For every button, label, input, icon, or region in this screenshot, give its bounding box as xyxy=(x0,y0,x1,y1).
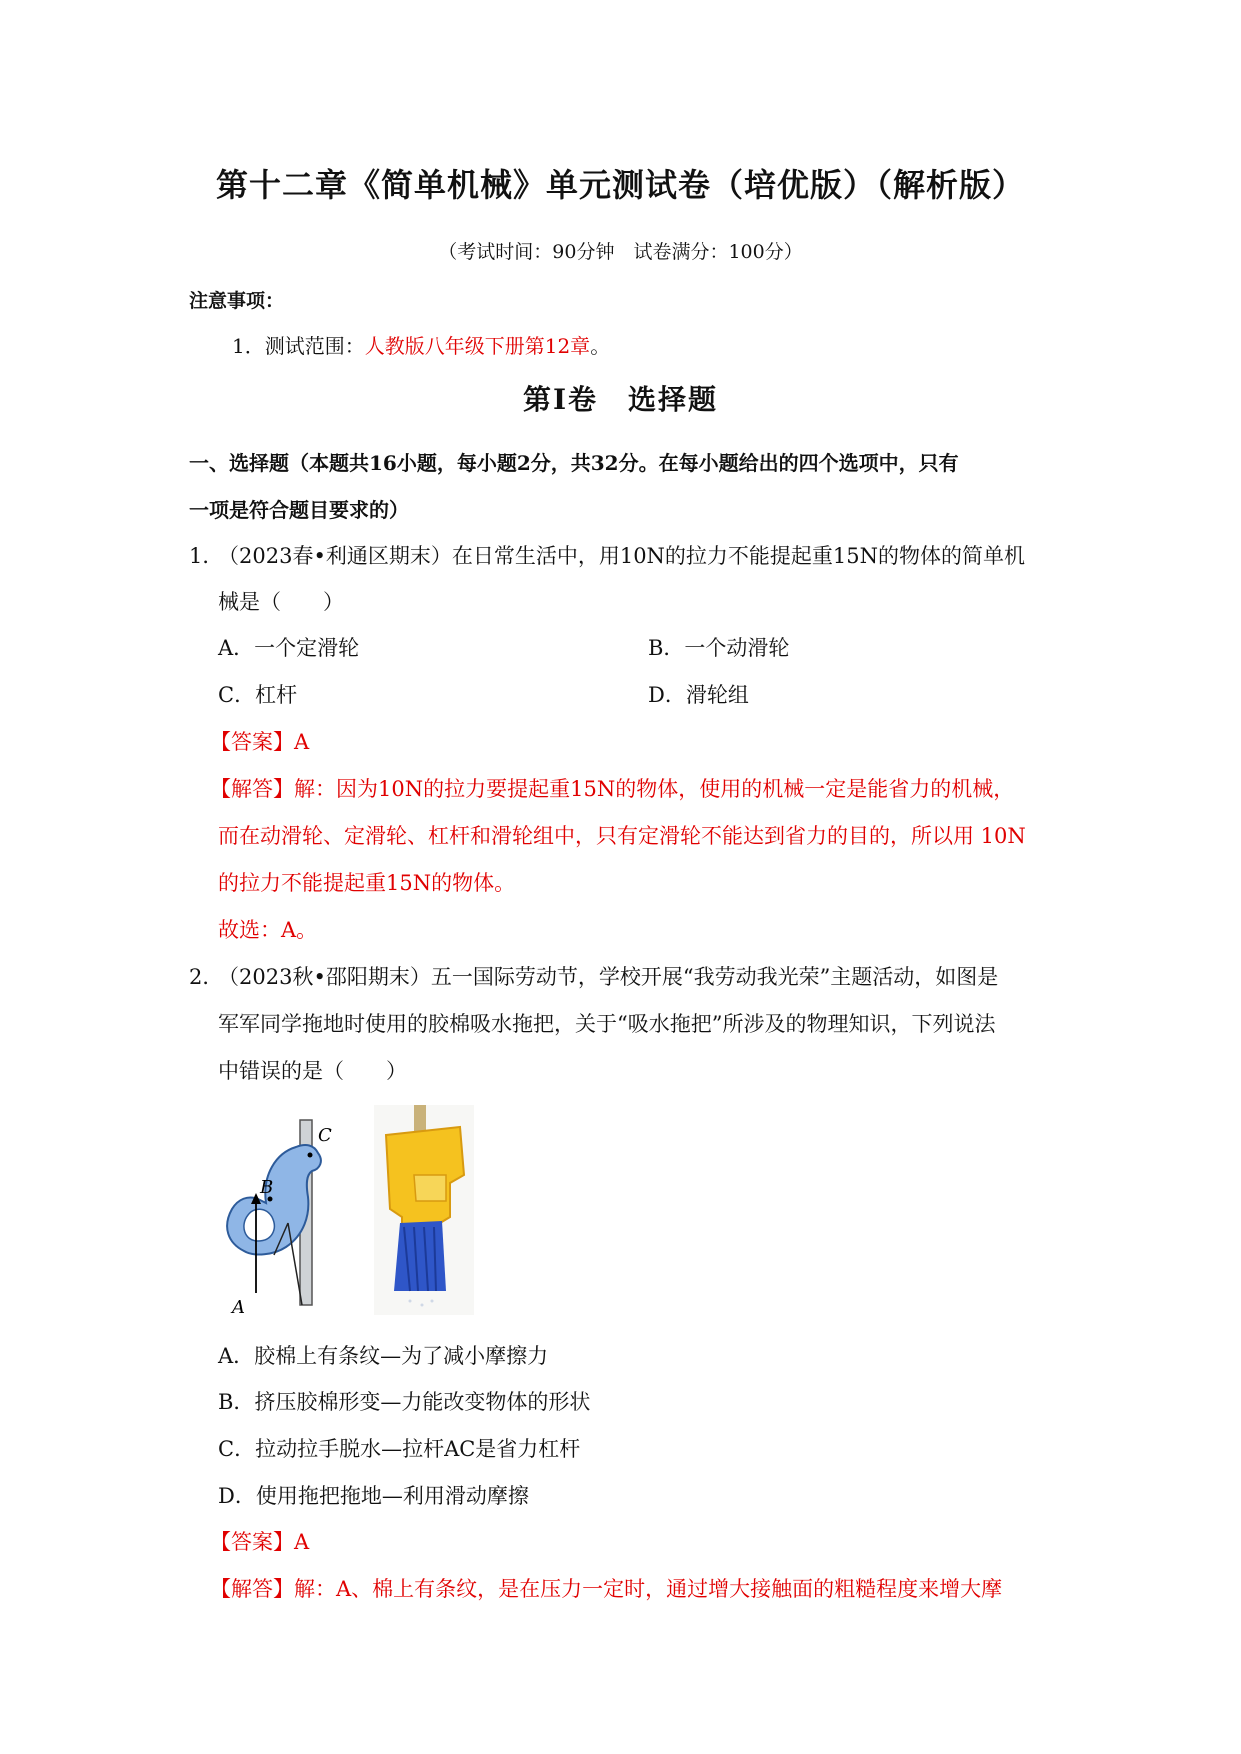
question-1-answer: 【答案】A xyxy=(210,730,310,754)
question-1-number: 1． xyxy=(189,544,224,568)
question-1-option-a: A．一个定滑轮 xyxy=(218,636,360,660)
question-2-stem-line1: （2023秋•邵阳期末）五一国际劳动节，学校开展“我劳动我光荣”主题活动，如图是 xyxy=(218,965,999,989)
question-2-number: 2． xyxy=(189,965,224,989)
part-instructions-line2: 一项是符合题目要求的） xyxy=(189,498,409,522)
question-1-stem-line2: 械是（ ） xyxy=(218,590,344,614)
question-1-explanation-line4: 故选：A。 xyxy=(218,918,318,942)
part-instructions-line1: 一、选择题（本题共16小题，每小题2分，共32分。在每小题给出的四个选项中，只有 xyxy=(189,451,959,475)
question-1-explanation-line2: 而在动滑轮、定滑轮、杠杆和滑轮组中，只有定滑轮不能达到省力的目的，所以用 10N xyxy=(218,824,1026,848)
question-2-stem-line3: 中错误的是（ ） xyxy=(218,1059,407,1083)
document-title: 第十二章《简单机械》单元测试卷（培优版）（解析版） xyxy=(215,166,1025,204)
question-2-option-b: B．挤压胶棉形变—力能改变物体的形状 xyxy=(218,1390,591,1414)
notice-item-suffix: 。 xyxy=(590,334,611,358)
notice-item-highlight: 人教版八年级下册第12章 xyxy=(364,334,591,358)
notice-item-scope xyxy=(232,330,610,359)
figure-label-c: C xyxy=(318,1125,332,1146)
question-2-option-a: A．胶棉上有条纹—为了减小摩擦力 xyxy=(218,1344,549,1368)
exam-info: （考试时间：90分钟 试卷满分：100分） xyxy=(438,241,803,263)
question-2-option-d: D．使用拖把拖地—利用滑动摩擦 xyxy=(218,1484,529,1508)
figure-label-a: A xyxy=(232,1297,245,1315)
question-2-explanation-line1: 【解答】解：A、棉上有条纹，是在压力一定时，通过增大接触面的粗糙程度来增大摩 xyxy=(210,1577,1003,1601)
notice-item-prefix: 1．测试范围： xyxy=(232,334,365,358)
question-2-option-c: C．拉动拉手脱水—拉杆AC是省力杠杆 xyxy=(218,1437,581,1461)
question-1-explanation-line3: 的拉力不能提起重15N的物体。 xyxy=(218,871,516,895)
mop-lever-diagram xyxy=(227,1120,332,1315)
question-2-answer: 【答案】A xyxy=(210,1530,310,1554)
question-2-stem-line2: 军军同学拖地时使用的胶棉吸水拖把，关于“吸水拖把”所涉及的物理知识，下列说法 xyxy=(218,1012,996,1036)
question-1-option-c: C．杠杆 xyxy=(218,683,298,707)
mop-photo xyxy=(374,1105,474,1315)
mop-figure xyxy=(214,1105,476,1315)
question-1-option-d: D．滑轮组 xyxy=(648,683,749,707)
question-1-stem-line1: （2023春•利通区期末）在日常生活中，用10N的拉力不能提起重15N的物体的简单机 xyxy=(218,544,1026,568)
question-1-option-b: B．一个动滑轮 xyxy=(648,636,790,660)
section-title: 第Ⅰ卷 选择题 xyxy=(522,383,719,416)
notice-heading: 注意事项： xyxy=(189,290,285,312)
figure-label-b: B xyxy=(260,1177,274,1198)
question-1-explanation-line1: 【解答】解：因为10N的拉力要提起重15N的物体，使用的机械一定是能省力的机械， xyxy=(210,777,1015,801)
